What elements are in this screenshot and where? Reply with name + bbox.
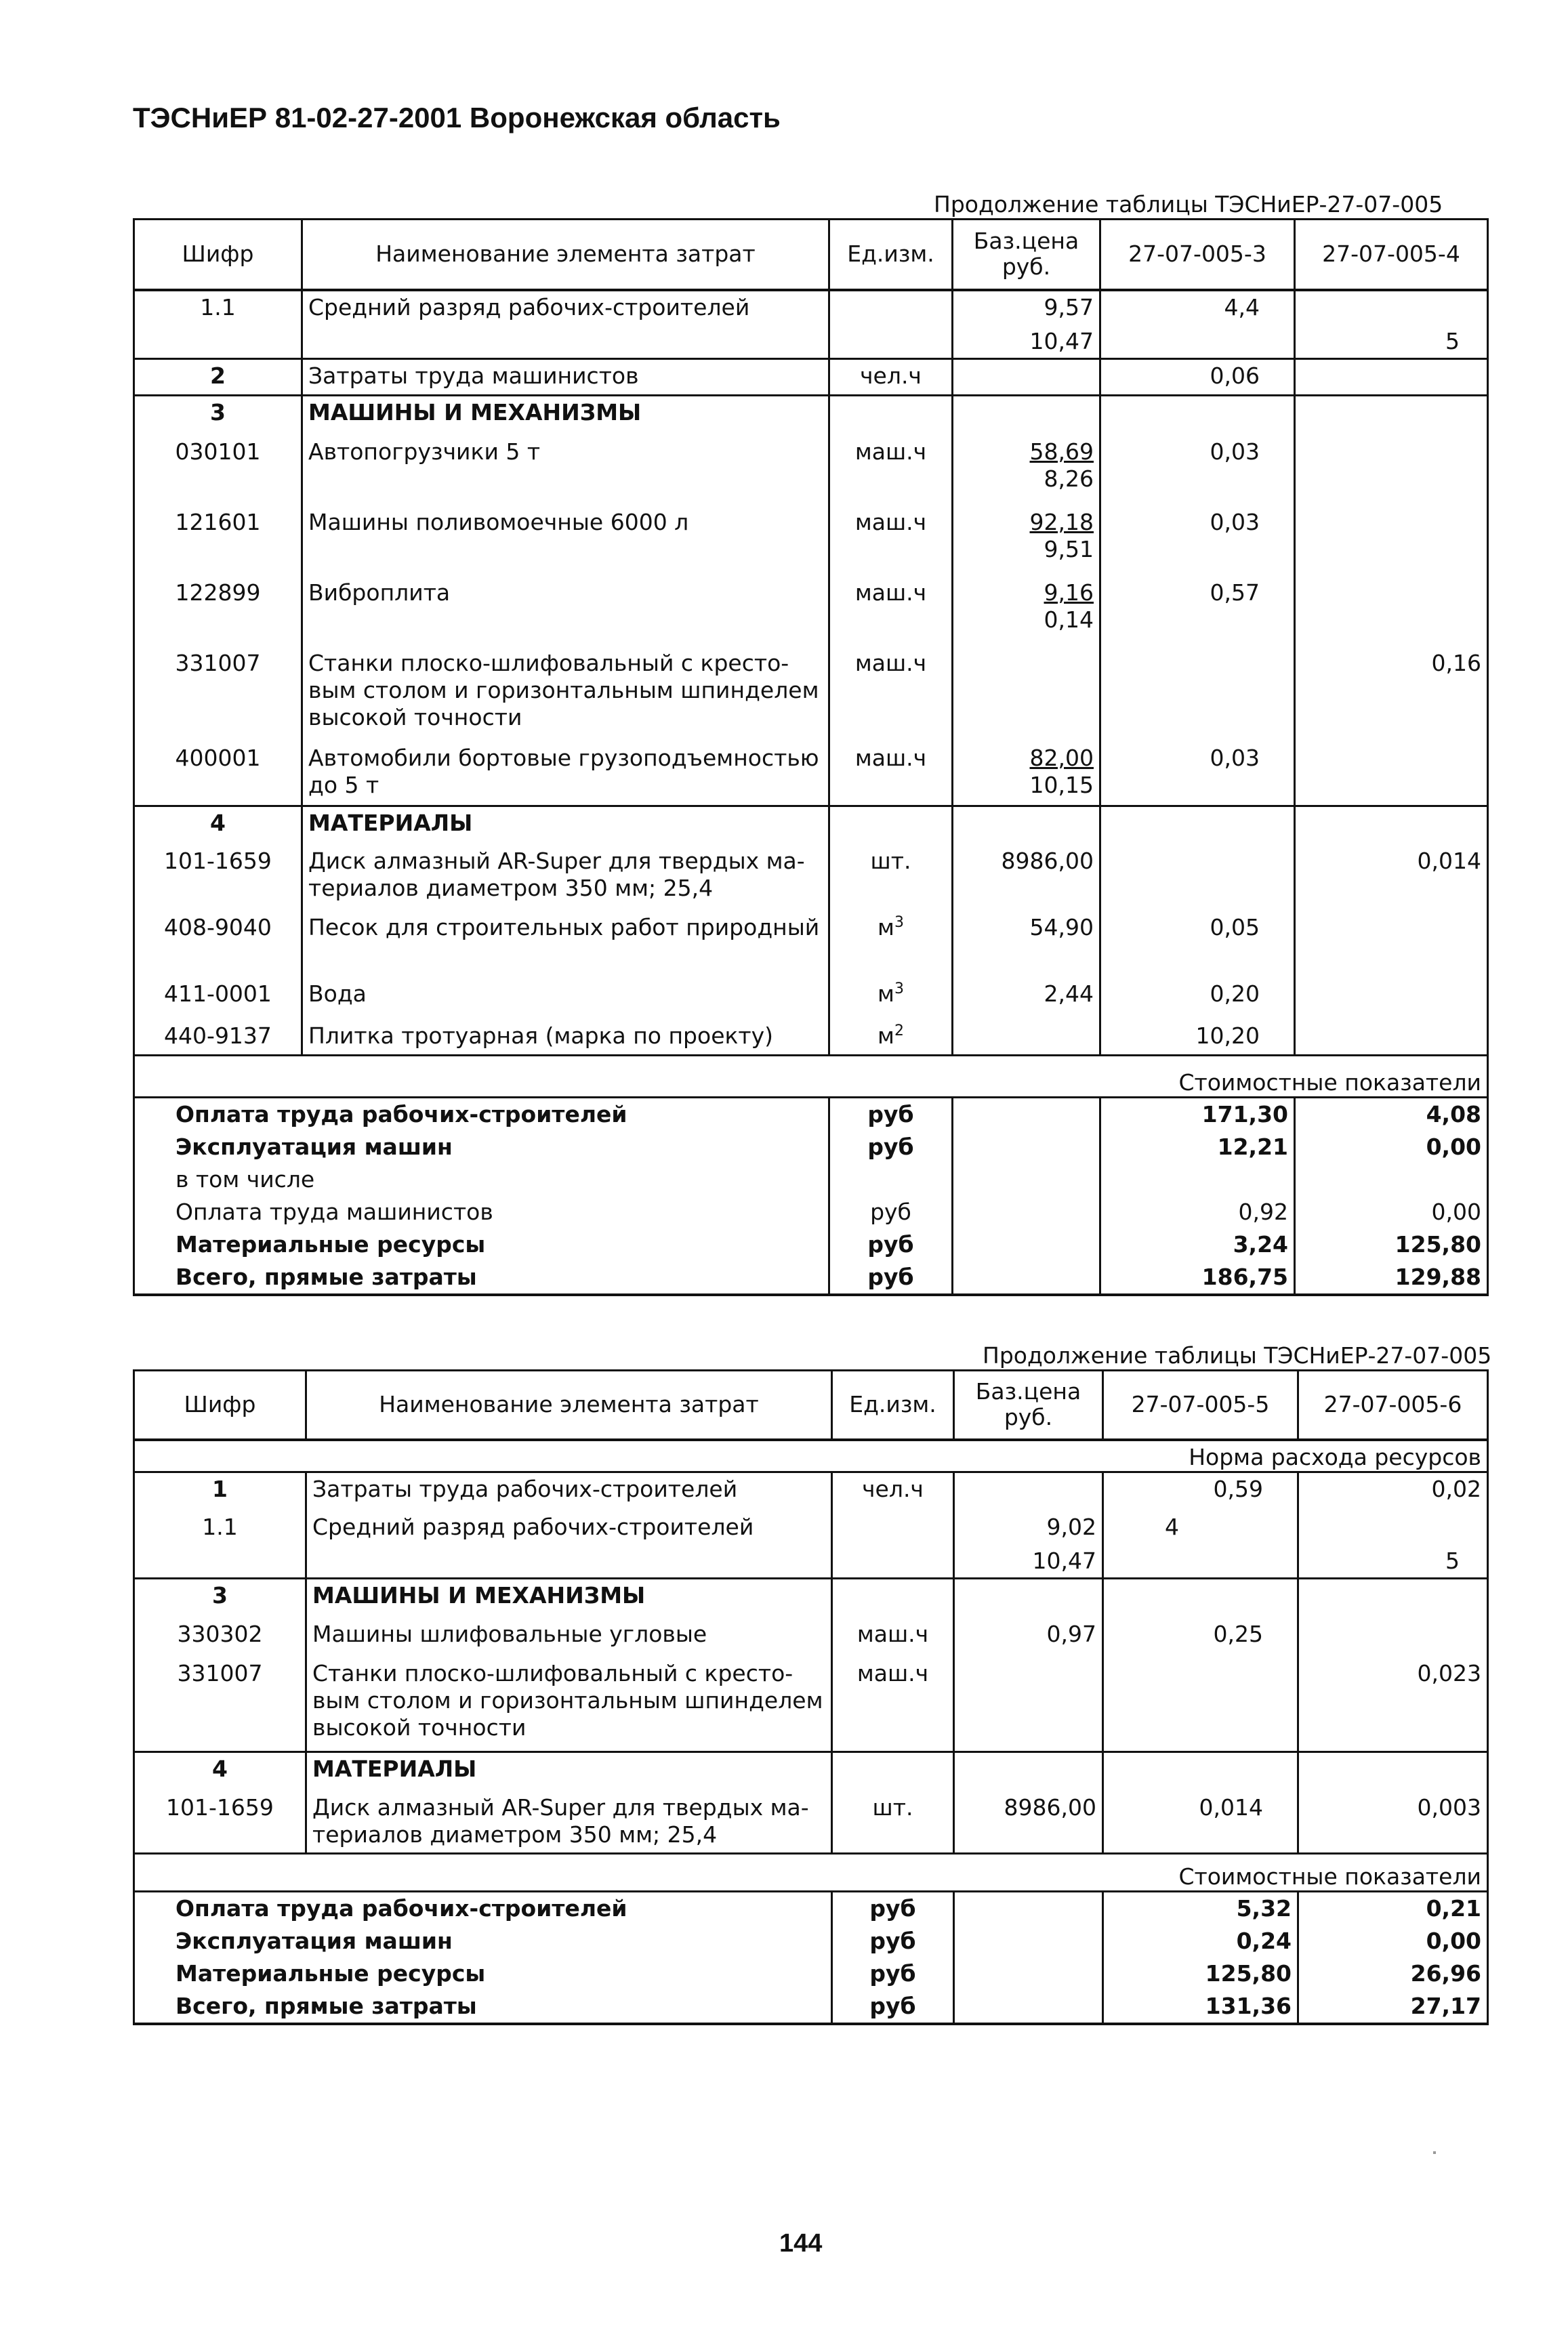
- summary-row: [134, 1097, 1488, 1131]
- section-row: [134, 1579, 1488, 1618]
- summary-row: [134, 1925, 1488, 1957]
- row-unit: [829, 325, 953, 359]
- row-price: 82,00 10,15: [953, 742, 1100, 806]
- summary-name: Всего, прямые затраты: [134, 1990, 832, 2024]
- row-price: [953, 647, 1100, 742]
- summary-value-1: 3,24: [1100, 1228, 1295, 1261]
- summary-unit: руб: [832, 1990, 954, 2024]
- summary-value-1: 125,80: [1103, 1957, 1298, 1990]
- row-unit: маш.ч: [829, 647, 953, 742]
- section-row: [134, 1752, 1488, 1791]
- summary-unit: руб: [832, 1957, 954, 1990]
- row-value-2: 5: [1298, 1545, 1488, 1579]
- row-value-1: 0,014: [1103, 1791, 1298, 1854]
- summary-name: Оплата труда машинистов: [134, 1196, 829, 1228]
- row-unit: $м^3$: [829, 911, 953, 978]
- cost-indicators-label: Стоимостные показатели: [134, 1854, 1488, 1892]
- row-unit: $м^3$: [829, 978, 953, 1020]
- header-col2: 27-07-005-6: [1298, 1371, 1488, 1440]
- table-row: [134, 978, 1488, 1020]
- row-name: Средний разряд рабочих-строителей: [306, 1511, 832, 1545]
- header-name: Наименование элемента затрат: [306, 1371, 832, 1440]
- summary-value-1: 131,36: [1103, 1990, 1298, 2024]
- row-code: 331007: [134, 1657, 306, 1752]
- summary-row: [134, 1990, 1488, 2024]
- row-price: 2,44: [953, 978, 1100, 1020]
- summary-value-2: 0,21: [1298, 1892, 1488, 1926]
- row-value-2: 0,16: [1295, 647, 1488, 742]
- row-value-1: 4,4: [1100, 290, 1295, 325]
- row-name: Диск алмазный AR-Super для твердых ма- териалов диаметром 350 мм; 25,4: [302, 845, 829, 911]
- row-value-1: 0,57: [1100, 577, 1295, 647]
- section-code: 3: [134, 1579, 306, 1618]
- row-name: Диск алмазный AR-Super для твердых ма- териалов диаметром 350 мм; 25,4: [306, 1791, 832, 1854]
- row-name: Затраты труда машинистов: [302, 358, 829, 395]
- row-value-1: 0,03: [1100, 742, 1295, 806]
- row-price: 9,02: [954, 1511, 1103, 1545]
- row-value-2: 0,023: [1298, 1657, 1488, 1752]
- row-code: 1.1: [134, 290, 302, 325]
- header-code: Шифр: [134, 220, 302, 290]
- summary-value-2: 129,88: [1295, 1261, 1488, 1295]
- row-name: Вода: [302, 978, 829, 1020]
- row-value-2: [1295, 911, 1488, 978]
- section-row: [134, 395, 1488, 436]
- summary-value-2: 0,00: [1295, 1196, 1488, 1228]
- summary-row: [134, 1261, 1488, 1295]
- row-price: 9,57: [953, 290, 1100, 325]
- summary-unit: руб: [832, 1925, 954, 1957]
- header-price: Баз.цена руб.: [953, 220, 1100, 290]
- table-row: [134, 911, 1488, 978]
- summary-row: [134, 1163, 1488, 1196]
- row-code: 1.1: [134, 1511, 306, 1545]
- row-value-2: [1298, 1618, 1488, 1657]
- row-name: Машины шлифовальные угловые: [306, 1618, 832, 1657]
- row-value-1: [1100, 325, 1295, 359]
- table-row: [134, 1472, 1488, 1511]
- row-unit: [832, 1545, 954, 1579]
- table-row: [134, 1791, 1488, 1854]
- row-value-1: 10,20: [1100, 1020, 1295, 1055]
- row-code: [134, 1545, 306, 1579]
- header-name: Наименование элемента затрат: [302, 220, 829, 290]
- row-value-1: [1100, 845, 1295, 911]
- table-row: [134, 1657, 1488, 1752]
- summary-value-1: 0,24: [1103, 1925, 1298, 1957]
- row-unit: чел.ч: [832, 1472, 954, 1511]
- row-value-1: [1103, 1657, 1298, 1752]
- cost-indicators-label: Стоимостные показатели: [134, 1055, 1488, 1097]
- row-price: 9,16 0,14: [953, 577, 1100, 647]
- row-value-1: 0,59: [1103, 1472, 1298, 1511]
- row-name: Затраты труда рабочих-строителей: [306, 1472, 832, 1511]
- summary-unit: руб: [832, 1892, 954, 1926]
- row-price: [953, 1020, 1100, 1055]
- row-price: [954, 1657, 1103, 1752]
- summary-value-2: 26,96: [1298, 1957, 1488, 1990]
- section-code: 3: [134, 395, 302, 436]
- row-value-1: 0,03: [1100, 506, 1295, 577]
- header-unit: Ед.изм.: [829, 220, 953, 290]
- summary-name: Оплата труда рабочих-строителей: [134, 1097, 829, 1131]
- table-row: [134, 290, 1488, 325]
- table-row: [134, 647, 1488, 742]
- row-name: Машины поливомоечные 6000 л: [302, 506, 829, 577]
- row-code: 2: [134, 358, 302, 395]
- summary-name: Эксплуатация машин: [134, 1925, 832, 1957]
- header-col2: 27-07-005-4: [1295, 220, 1488, 290]
- row-code: 408-9040: [134, 911, 302, 978]
- header-col1: 27-07-005-3: [1100, 220, 1295, 290]
- summary-name: Оплата труда рабочих-строителей: [134, 1892, 832, 1926]
- cost-header-row: [134, 1055, 1488, 1097]
- row-unit: маш.ч: [832, 1657, 954, 1752]
- row-value-2: [1295, 577, 1488, 647]
- section-title: МАШИНЫ И МЕХАНИЗМЫ: [302, 395, 829, 436]
- row-price: [954, 1472, 1103, 1511]
- row-value-2: [1295, 506, 1488, 577]
- row-price: 0,97: [954, 1618, 1103, 1657]
- row-unit: маш.ч: [829, 436, 953, 506]
- row-value-2: [1295, 978, 1488, 1020]
- section-code: 4: [134, 1752, 306, 1791]
- row-value-2: 0,02: [1298, 1472, 1488, 1511]
- row-unit: маш.ч: [829, 506, 953, 577]
- table-row: [134, 1618, 1488, 1657]
- summary-value-1: 171,30: [1100, 1097, 1295, 1131]
- row-price: 8986,00: [953, 845, 1100, 911]
- row-name: [302, 325, 829, 359]
- header-code: Шифр: [134, 1371, 306, 1440]
- row-value-1: 0,06: [1100, 358, 1295, 395]
- summary-value-1: 12,21: [1100, 1131, 1295, 1163]
- row-code: 330302: [134, 1618, 306, 1657]
- summary-unit: руб: [829, 1228, 953, 1261]
- summary-value-2: 0,00: [1295, 1131, 1488, 1163]
- header-price: Баз.цена руб.: [954, 1371, 1103, 1440]
- row-code: 122899: [134, 577, 302, 647]
- section-code: 4: [134, 806, 302, 845]
- summary-unit: руб: [829, 1196, 953, 1228]
- row-value-2: [1295, 290, 1488, 325]
- summary-row: [134, 1892, 1488, 1926]
- table-row: [134, 845, 1488, 911]
- row-code: [134, 325, 302, 359]
- table-row: [134, 1545, 1488, 1579]
- norm-label: Норма расхода ресурсов: [134, 1440, 1488, 1472]
- row-code: 030101: [134, 436, 302, 506]
- summary-name: Материальные ресурсы: [134, 1228, 829, 1261]
- resource-table-2: [133, 1369, 1489, 2025]
- row-code: 101-1659: [134, 1791, 306, 1854]
- summary-value-2: 0,00: [1298, 1925, 1488, 1957]
- table-row: [134, 742, 1488, 806]
- row-name: Плитка тротуарная (марка по проекту): [302, 1020, 829, 1055]
- row-value-1: 4: [1103, 1511, 1298, 1545]
- row-value-1: [1100, 647, 1295, 742]
- row-value-2: [1295, 742, 1488, 806]
- row-value-2: 5: [1295, 325, 1488, 359]
- row-unit: маш.ч: [829, 742, 953, 806]
- table-row: [134, 577, 1488, 647]
- cost-header-row: [134, 1854, 1488, 1892]
- summary-unit: руб: [829, 1131, 953, 1163]
- summary-row: [134, 1957, 1488, 1990]
- header-unit: Ед.изм.: [832, 1371, 954, 1440]
- summary-unit: руб: [829, 1261, 953, 1295]
- row-unit: маш.ч: [829, 577, 953, 647]
- header-col1: 27-07-005-5: [1103, 1371, 1298, 1440]
- summary-row: [134, 1131, 1488, 1163]
- table-row: [134, 436, 1488, 506]
- row-value-2: [1295, 1020, 1488, 1055]
- row-code: 101-1659: [134, 845, 302, 911]
- table2-caption: Продолжение таблицы ТЭСНиЕР-27-07-005: [983, 1342, 1492, 1369]
- row-unit: [829, 290, 953, 325]
- summary-row: [134, 1196, 1488, 1228]
- row-value-1: 0,20: [1100, 978, 1295, 1020]
- norm-header-row: [134, 1440, 1488, 1472]
- summary-row: [134, 1228, 1488, 1261]
- row-code: 400001: [134, 742, 302, 806]
- scan-speck: [1433, 2151, 1436, 2154]
- table1-caption: Продолжение таблицы ТЭСНиЕР-27-07-005: [934, 191, 1443, 217]
- row-unit: шт.: [829, 845, 953, 911]
- summary-value-2: 27,17: [1298, 1990, 1488, 2024]
- row-name: Станки плоско-шлифовальный с кресто- вым столом и горизонтальным шпинделем высокой точности: [306, 1657, 832, 1752]
- summary-unit: руб: [829, 1097, 953, 1131]
- table-row: [134, 1511, 1488, 1545]
- table-row: [134, 506, 1488, 577]
- row-name: Станки плоско-шлифовальный с кресто- вым столом и горизонтальным шпинделем высокой точности: [302, 647, 829, 742]
- row-name: [306, 1545, 832, 1579]
- row-value-1: [1103, 1545, 1298, 1579]
- row-code: 121601: [134, 506, 302, 577]
- row-value-1: 0,03: [1100, 436, 1295, 506]
- row-unit: шт.: [832, 1791, 954, 1854]
- row-price: 8986,00: [954, 1791, 1103, 1854]
- summary-name: Всего, прямые затраты: [134, 1261, 829, 1295]
- row-name: Средний разряд рабочих-строителей: [302, 290, 829, 325]
- row-price: 92,18 9,51: [953, 506, 1100, 577]
- row-price: [953, 358, 1100, 395]
- page-number: 144: [779, 2229, 823, 2258]
- table-row: [134, 1020, 1488, 1055]
- summary-value-1: 186,75: [1100, 1261, 1295, 1295]
- section-title: МАШИНЫ И МЕХАНИЗМЫ: [306, 1579, 832, 1618]
- row-value-2: [1295, 358, 1488, 395]
- summary-name: в том числе: [134, 1163, 829, 1196]
- summary-value-1: 5,32: [1103, 1892, 1298, 1926]
- resource-table-1: [133, 218, 1489, 1296]
- row-unit: чел.ч: [829, 358, 953, 395]
- row-code: 1: [134, 1472, 306, 1511]
- section-title: МАТЕРИАЛЫ: [302, 806, 829, 845]
- row-price: 10,47: [953, 325, 1100, 359]
- row-name: Песок для строительных работ природный: [302, 911, 829, 978]
- document-title: ТЭСНиЕР 81-02-27-2001 Воронежская область: [133, 102, 781, 133]
- row-value-1: 0,25: [1103, 1618, 1298, 1657]
- row-value-2: [1295, 436, 1488, 506]
- summary-name: Эксплуатация машин: [134, 1131, 829, 1163]
- table-row: [134, 325, 1488, 359]
- row-price: 10,47: [954, 1545, 1103, 1579]
- row-value-2: 0,003: [1298, 1791, 1488, 1854]
- row-code: 440-9137: [134, 1020, 302, 1055]
- summary-name: Материальные ресурсы: [134, 1957, 832, 1990]
- row-price: 58,69 8,26: [953, 436, 1100, 506]
- row-unit: $м^2$: [829, 1020, 953, 1055]
- row-price: 54,90: [953, 911, 1100, 978]
- row-name: Автомобили бортовые грузоподъемностью до 5 т: [302, 742, 829, 806]
- section-row: [134, 806, 1488, 845]
- row-name: Автопогрузчики 5 т: [302, 436, 829, 506]
- summary-value-2: 4,08: [1295, 1097, 1488, 1131]
- row-unit: [832, 1511, 954, 1545]
- row-value-2: 0,014: [1295, 845, 1488, 911]
- section-title: МАТЕРИАЛЫ: [306, 1752, 832, 1791]
- row-code: 331007: [134, 647, 302, 742]
- row-name: Виброплита: [302, 577, 829, 647]
- row-code: 411-0001: [134, 978, 302, 1020]
- table-row: [134, 358, 1488, 395]
- row-unit: маш.ч: [832, 1618, 954, 1657]
- summary-value-2: 125,80: [1295, 1228, 1488, 1261]
- row-value-1: 0,05: [1100, 911, 1295, 978]
- summary-value-1: 0,92: [1100, 1196, 1295, 1228]
- row-value-2: [1298, 1511, 1488, 1545]
